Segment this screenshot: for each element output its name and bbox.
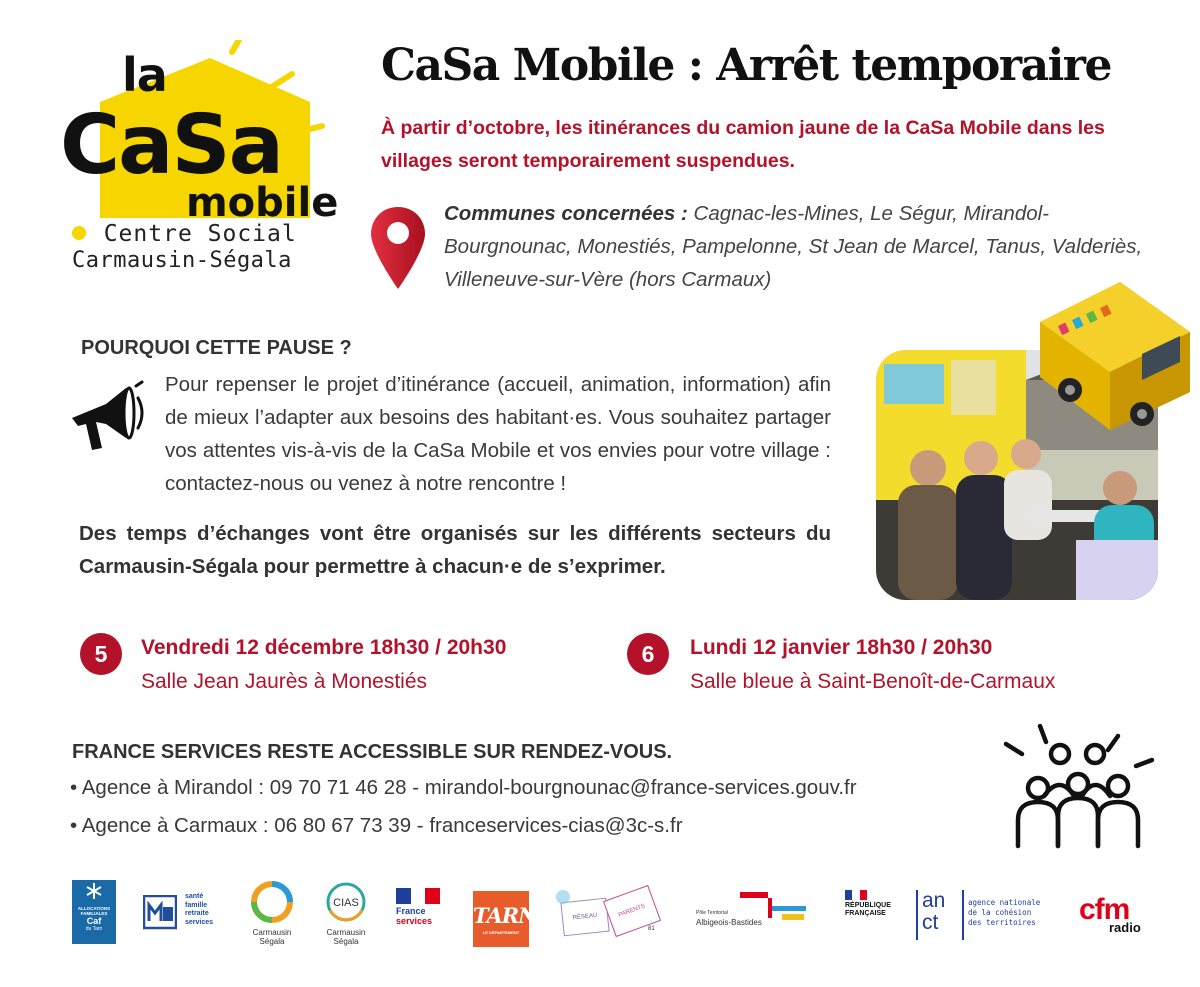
anct-logo bbox=[916, 890, 1061, 942]
fs-logo-services: services bbox=[396, 916, 433, 926]
carmausin-swirl-icon bbox=[248, 880, 296, 924]
fs-logo-france: France bbox=[396, 906, 426, 916]
caf-region: du Tarn bbox=[85, 926, 103, 932]
cfm-name: cfm bbox=[1079, 893, 1130, 926]
logo-casa: CaSa bbox=[60, 98, 282, 193]
event-place: Salle bleue à Saint-Benoît-de-Carmaux bbox=[690, 670, 1056, 693]
anct-text: agence nationale de la cohésion des territoires bbox=[968, 898, 1041, 927]
tarn-subtitle: LE DÉPARTEMENT bbox=[482, 930, 520, 935]
france-services-logo bbox=[396, 888, 442, 946]
marianne-flag bbox=[845, 890, 867, 900]
france-services-title: FRANCE SERVICES RESTE ACCESSIBLE SUR RENDEZ-VOUS. bbox=[72, 741, 673, 763]
msa-logo bbox=[143, 893, 223, 933]
page-subtitle: À partir d’octobre, les itinérances du camion jaune de la CaSa Mobile dans les villages seront temporairement suspendues. bbox=[381, 117, 1105, 172]
msa-mark bbox=[143, 895, 177, 931]
yellow-van-illustration bbox=[1030, 282, 1195, 430]
megaphone-spacer bbox=[79, 368, 165, 468]
carmausin-segala-logo: Carmausin Ségala bbox=[246, 880, 298, 946]
casa-mobile-logo bbox=[60, 40, 340, 280]
reseau-parents-logo bbox=[556, 886, 672, 946]
logo-la: la bbox=[122, 48, 167, 102]
parents-card: PARENTS bbox=[603, 885, 661, 937]
logo-centre-social: Centre Social bbox=[103, 221, 297, 247]
reseau-card: RÉSEAU bbox=[560, 898, 609, 937]
cias-circle-icon bbox=[322, 880, 370, 924]
why-title: POURQUOI CETTE PAUSE ? bbox=[81, 337, 352, 359]
reseau-number: 81 bbox=[648, 926, 655, 932]
pole-line1: Pôle Territorial bbox=[696, 910, 728, 916]
event-place: Salle Jean Jaurès à Monestiés bbox=[141, 670, 427, 693]
republique-francaise-logo: RÉPUBLIQUE FRANÇAISE bbox=[845, 890, 905, 946]
cfm-radio-logo bbox=[1079, 893, 1161, 940]
page-title: CaSa Mobile : Arrêt temporaire bbox=[381, 40, 1111, 91]
people-group-icon bbox=[1000, 724, 1160, 852]
snowflake-icon bbox=[72, 880, 116, 902]
caf-text: ALLOCATIONS FAMILIALES bbox=[77, 906, 111, 916]
cias-logo: CIAS Carmausin Ségala bbox=[320, 880, 372, 946]
event-title: Vendredi 12 décembre 18h30 / 20h30 bbox=[141, 636, 507, 659]
communes-list: Cagnac-les-Mines, Le Ségur, Mirandol-Bourgnounac, Monestiés, Pampelonne, St Jean de Marcel, Tanus, Valderiès, Villeneuve-sur-Vère (hors Carmaux) bbox=[444, 202, 1143, 291]
agence-carmaux-line: • Agence à Carmaux : 06 80 67 73 39 - franceservices-cias@3c-s.fr bbox=[70, 814, 683, 837]
agence-mirandol-line: • Agence à Mirandol : 09 70 71 46 28 - mirandol-bourgnounac@france-services.gouv.fr bbox=[70, 776, 857, 799]
communes-label: Communes concernées : bbox=[444, 202, 688, 225]
why-text-block bbox=[79, 368, 831, 500]
cfm-radio: radio bbox=[1109, 920, 1141, 935]
logo-mobile: mobile bbox=[186, 180, 339, 226]
tarn-logo bbox=[473, 891, 537, 947]
caf-logo bbox=[72, 880, 116, 944]
tarn-name: TARN bbox=[473, 903, 537, 928]
echanges-text: Des temps d’échanges vont être organisés sur les différents secteurs du Carmausin-Ségala pour permettre à chacun·e de s’exprimer. bbox=[79, 522, 831, 578]
pole-line2: Albigeois-Bastides bbox=[696, 918, 762, 927]
svg-text:CIAS: CIAS bbox=[333, 897, 359, 909]
pole-territorial-logo bbox=[696, 892, 812, 940]
tricolor-flag bbox=[396, 888, 440, 904]
caf-name: Caf bbox=[86, 916, 102, 926]
event-title: Lundi 12 janvier 18h30 / 20h30 bbox=[690, 636, 993, 659]
why-text: Pour repenser le projet d’itinérance (accueil, animation, information) afin de mieux l’adapter aux besoins des habitant·es. Vous souhaitez partager vos attentes vis-à-vis de la CaSa Mobile et vos envies pour votre village : contactez-nous ou venez à notre rencontre ! bbox=[165, 373, 831, 495]
logo-carmausin-segala: Carmausin-Ségala bbox=[72, 248, 292, 273]
map-pin-icon bbox=[368, 205, 428, 291]
event-number-badge: 6 bbox=[627, 633, 669, 675]
event-number-badge: 5 bbox=[80, 633, 122, 675]
anct-mark: an ct bbox=[922, 889, 946, 934]
msa-text: santé famille retraite services bbox=[185, 893, 214, 926]
